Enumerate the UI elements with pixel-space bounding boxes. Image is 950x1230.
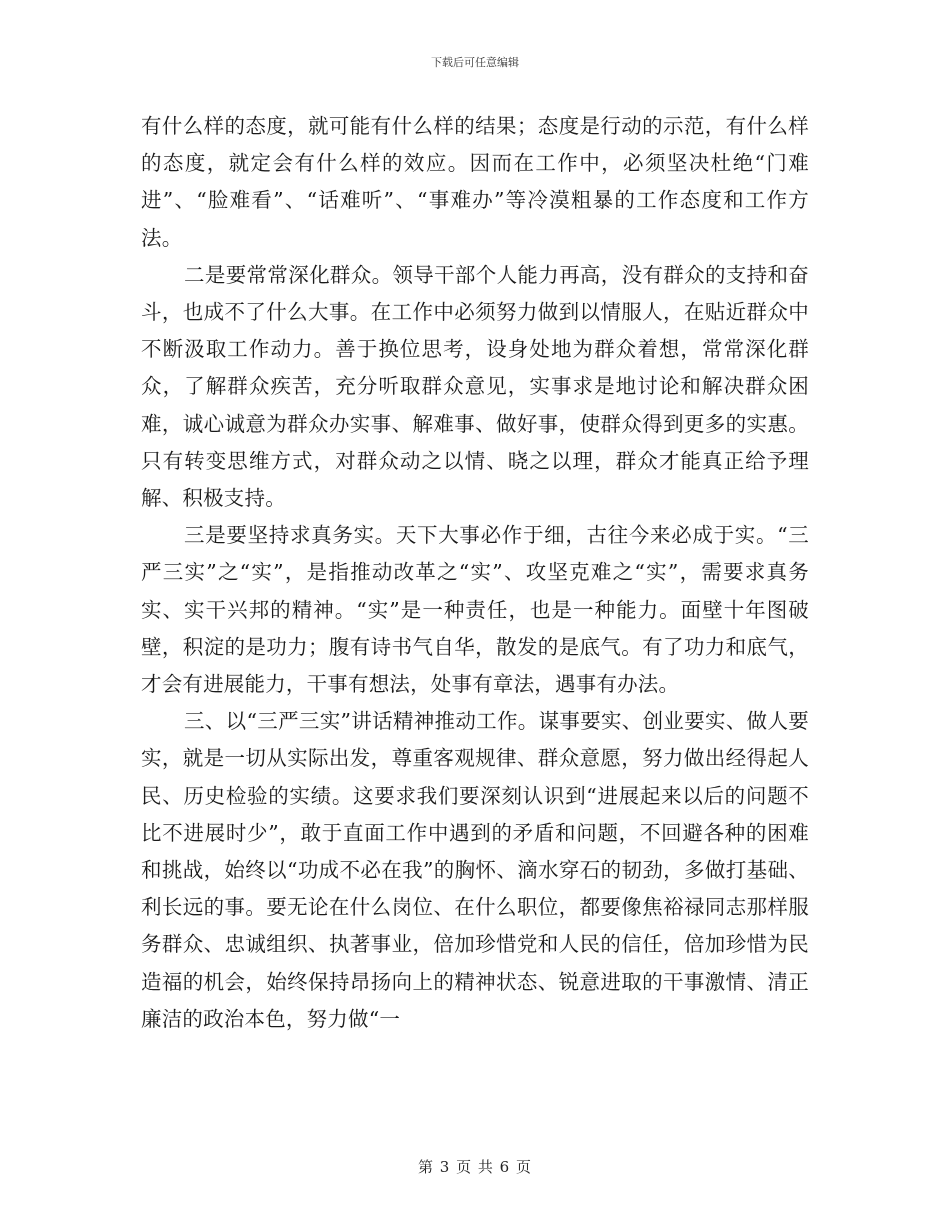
document-body	[141, 108, 809, 1038]
page-number-footer: 第 3 页 共 6 页	[418, 1158, 532, 1176]
paragraph-2: 二是要常常深化群众。领导干部个人能力再高，没有群众的支持和奋斗，也成不了什么大事。在工作中必须努力做到以情服人，在贴近群众中不断汲取工作动力。善于换位思考，设身处地为群众着想，常常深化群众，了解群众疾苦，充分听取群众意见，实事求是地讨论和解决群众困难，诚心诚意为群众办实事、解难事、做好事，使群众得到更多的实惠。只有转变思维方式，对群众动之以情、晓之以理，群众才能真正给予理解、积极支持。	[141, 262, 809, 511]
page-header: 下载后可任意编辑	[431, 56, 519, 69]
paragraph-1: 有什么样的态度，就可能有什么样的结果；态度是行动的示范，有什么样的态度，就定会有什么样的效应。因而在工作中，必须坚决杜绝“门难进”、“脸难看”、“话难听”、“事难办”等冷漠粗暴的工作态度和工作方法。	[141, 114, 809, 250]
paragraph-3: 三是要坚持求真务实。天下大事必作于细，古往今来必成于实。“三严三实”之“实”，是指推动改革之“实”、攻坚克难之“实”，需要求真务实、实干兴邦的精神。“实”是一种责任，也是一种能力。面壁十年图破壁，积淀的是功力；腹有诗书气自华，散发的是底气。有了功力和底气，才会有进展能力，干事有想法，处事有章法，遇事有办法。	[141, 523, 809, 697]
paragraph-4: 三、以“三严三实”讲话精神推动工作。谋事要实、创业要实、做人要实，就是一切从实际出发，尊重客观规律、群众意愿，努力做出经得起人民、历史检验的实绩。这要求我们要深刻认识到“进展起来以后的问题不比不进展时少”，敢于直面工作中遇到的矛盾和问题，不回避各种的困难和挑战，始终以“功成不必在我”的胸怀、滴水穿石的韧劲，多做打基础、利长远的事。要无论在什么岗位、在什么职位，都要像焦裕禄同志那样服务群众、忠诚组织、执著事业，倍加珍惜党和人民的信任，倍加珍惜为民造福的机会，始终保持昂扬向上的精神状态、锐意进取的干事激情、清正廉洁的政治本色，努力做“一	[141, 709, 809, 1031]
